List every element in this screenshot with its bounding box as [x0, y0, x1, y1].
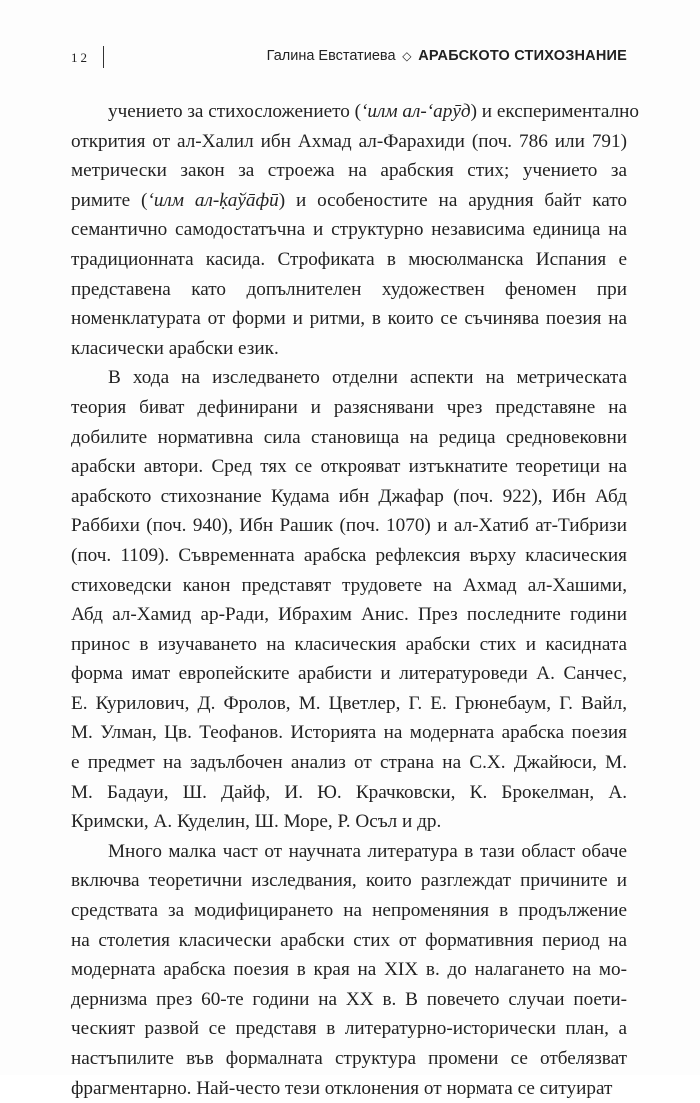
text-line: [71, 334, 627, 364]
paragraph: [71, 97, 640, 363]
text-segment: класически арабски език.: [71, 337, 279, 359]
text-line: [71, 541, 627, 571]
text-segment: Кримски, А. Куделин, Ш. Море, Р. Осъл и др.: [71, 811, 442, 833]
text-segment: ) и експериментално: [470, 101, 640, 122]
text-line: [71, 275, 627, 305]
text-line: [71, 807, 627, 837]
text-segment: модерната арабска поезия в края на XIX в. до налагането на мо-: [71, 959, 627, 981]
text-segment: М. Улман, Цв. Теофанов. Историята на модерната арабска поезия: [71, 722, 627, 744]
text-line: [71, 896, 627, 926]
text-segment: М. Бадауи, Ш. Дайф, И. Ю. Крачковски, К. Брокелман, А.: [71, 781, 627, 803]
text-line: [71, 245, 627, 275]
text-line: [71, 452, 627, 482]
book-title: АРАБСКОТО СТИХОЗНАНИЕ: [418, 48, 627, 64]
text-line: [71, 926, 627, 956]
text-line: [71, 659, 627, 689]
text-segment: е предмет на задълбочен анализ от страна на С.Х. Джайюси, М.: [71, 752, 627, 774]
text-segment: традиционната касида. Строфиката в мюсюлманска Испания е: [71, 248, 627, 270]
body-text: [71, 97, 640, 1103]
text-segment: представена като допълнителен художествен феномен при: [71, 278, 627, 300]
text-line: [71, 866, 627, 896]
text-segment: форма имат европейските арабисти и литературоведи А. Санчес,: [71, 663, 627, 685]
text-line: [71, 393, 627, 423]
text-line: [71, 600, 627, 630]
text-segment: настъпилите във формалната структура промени се отбелязват: [71, 1048, 627, 1069]
text-line: [71, 1074, 627, 1103]
text-line: [71, 778, 627, 808]
text-line: [71, 630, 627, 660]
text-line: [71, 304, 627, 334]
text-segment: принос в изучаването на класическия арабски стих и касидната: [71, 633, 627, 655]
text-segment: римите (: [71, 189, 148, 211]
text-segment: номенклатурата от форми и ритми, в които се съчинява поезия на: [71, 308, 627, 330]
text-line: [71, 156, 627, 186]
page-header: [71, 44, 627, 72]
text-segment: дернизма през 60-те години на XX в. В повечето случаи поети-: [71, 988, 627, 1010]
text-segment: (поч. 1109). Съвременната арабска рефлексия върху класическия: [71, 544, 627, 566]
author-name: Галина Евстатиева: [266, 48, 396, 64]
text-segment: фрагментарно. Най-често тези отклонения от нормата се ситуират: [71, 1077, 613, 1099]
header-divider: [103, 46, 104, 68]
text-line: [71, 482, 627, 512]
text-segment: средствата за модифицирането на непроменяния в продължение: [71, 900, 627, 922]
text-line: [71, 718, 627, 748]
text-line: [71, 186, 627, 216]
text-line: [71, 837, 627, 867]
text-segment: арабски автори. Сред тях се открояват изтъкнатите теоретици на: [71, 456, 627, 478]
text-segment: Е. Курилович, Д. Фролов, М. Цветлер, Г. Е. Грюнебаум, Г. Вайл,: [71, 692, 627, 714]
text-segment: учението за стихосложението (: [108, 101, 362, 122]
text-segment: теория биват дефинирани и разяснявани чрез представяне на: [71, 396, 627, 418]
text-segment: добилите нормативна сила становища на редица средновековни: [71, 426, 627, 448]
text-segment: метрически закон за строежа на арабския стих; учението за: [71, 160, 627, 182]
text-line: [71, 215, 627, 245]
text-segment: семантично самодостатъчна и структурно независима единица на: [71, 219, 627, 241]
text-segment: ческият развой се представя в литературно-исторически план, а: [71, 1018, 627, 1040]
text-line: [71, 985, 627, 1015]
text-line: [71, 955, 627, 985]
running-head: [267, 48, 627, 65]
paragraph: [71, 363, 627, 837]
text-segment: включва теоретични изследвания, които разглеждат причините и: [71, 870, 627, 892]
text-segment: на столетия класически арабски стих от формативния период на: [71, 929, 627, 951]
text-segment: Абд ал-Хамид ар-Ради, Ибрахим Анис. През последните години: [71, 604, 627, 626]
text-line: [71, 127, 627, 157]
text-segment: открития от ал-Халил ибн Ахмад ал-Фарахиди (поч. 786 или 791): [71, 130, 627, 152]
text-line: [71, 748, 627, 778]
text-segment: арабското стихознание Кудама ибн Джафар (поч. 922), Ибн Абд: [71, 485, 627, 507]
text-line: [71, 423, 627, 453]
transliteration-term: ‘илм ал-ḳаўāфū: [147, 189, 279, 211]
text-line: [71, 511, 627, 541]
text-segment: Много малка част от научната литература в тази област обаче: [108, 840, 627, 862]
text-line: [71, 1044, 627, 1074]
paragraph: [71, 837, 627, 1103]
text-line: [71, 97, 640, 127]
diamond-separator-icon: ◇: [402, 49, 412, 63]
text-segment: стиховедски канон представят трудовете на Ахмад ал-Хашими,: [71, 574, 627, 596]
text-line: [71, 363, 627, 393]
text-line: [71, 689, 627, 719]
text-segment: Раббихи (поч. 940), Ибн Рашик (поч. 1070) и ал-Хатиб ат-Тибризи: [71, 515, 627, 537]
text-segment: ) и особеностите на арудния байт като: [278, 189, 627, 211]
text-segment: В хода на изследването отделни аспекти на метрическата: [108, 367, 627, 389]
transliteration-term: ‘илм ал-‘арӯд: [361, 101, 471, 122]
page-number: 12: [71, 50, 90, 65]
text-line: [71, 1014, 627, 1044]
text-line: [71, 571, 627, 601]
